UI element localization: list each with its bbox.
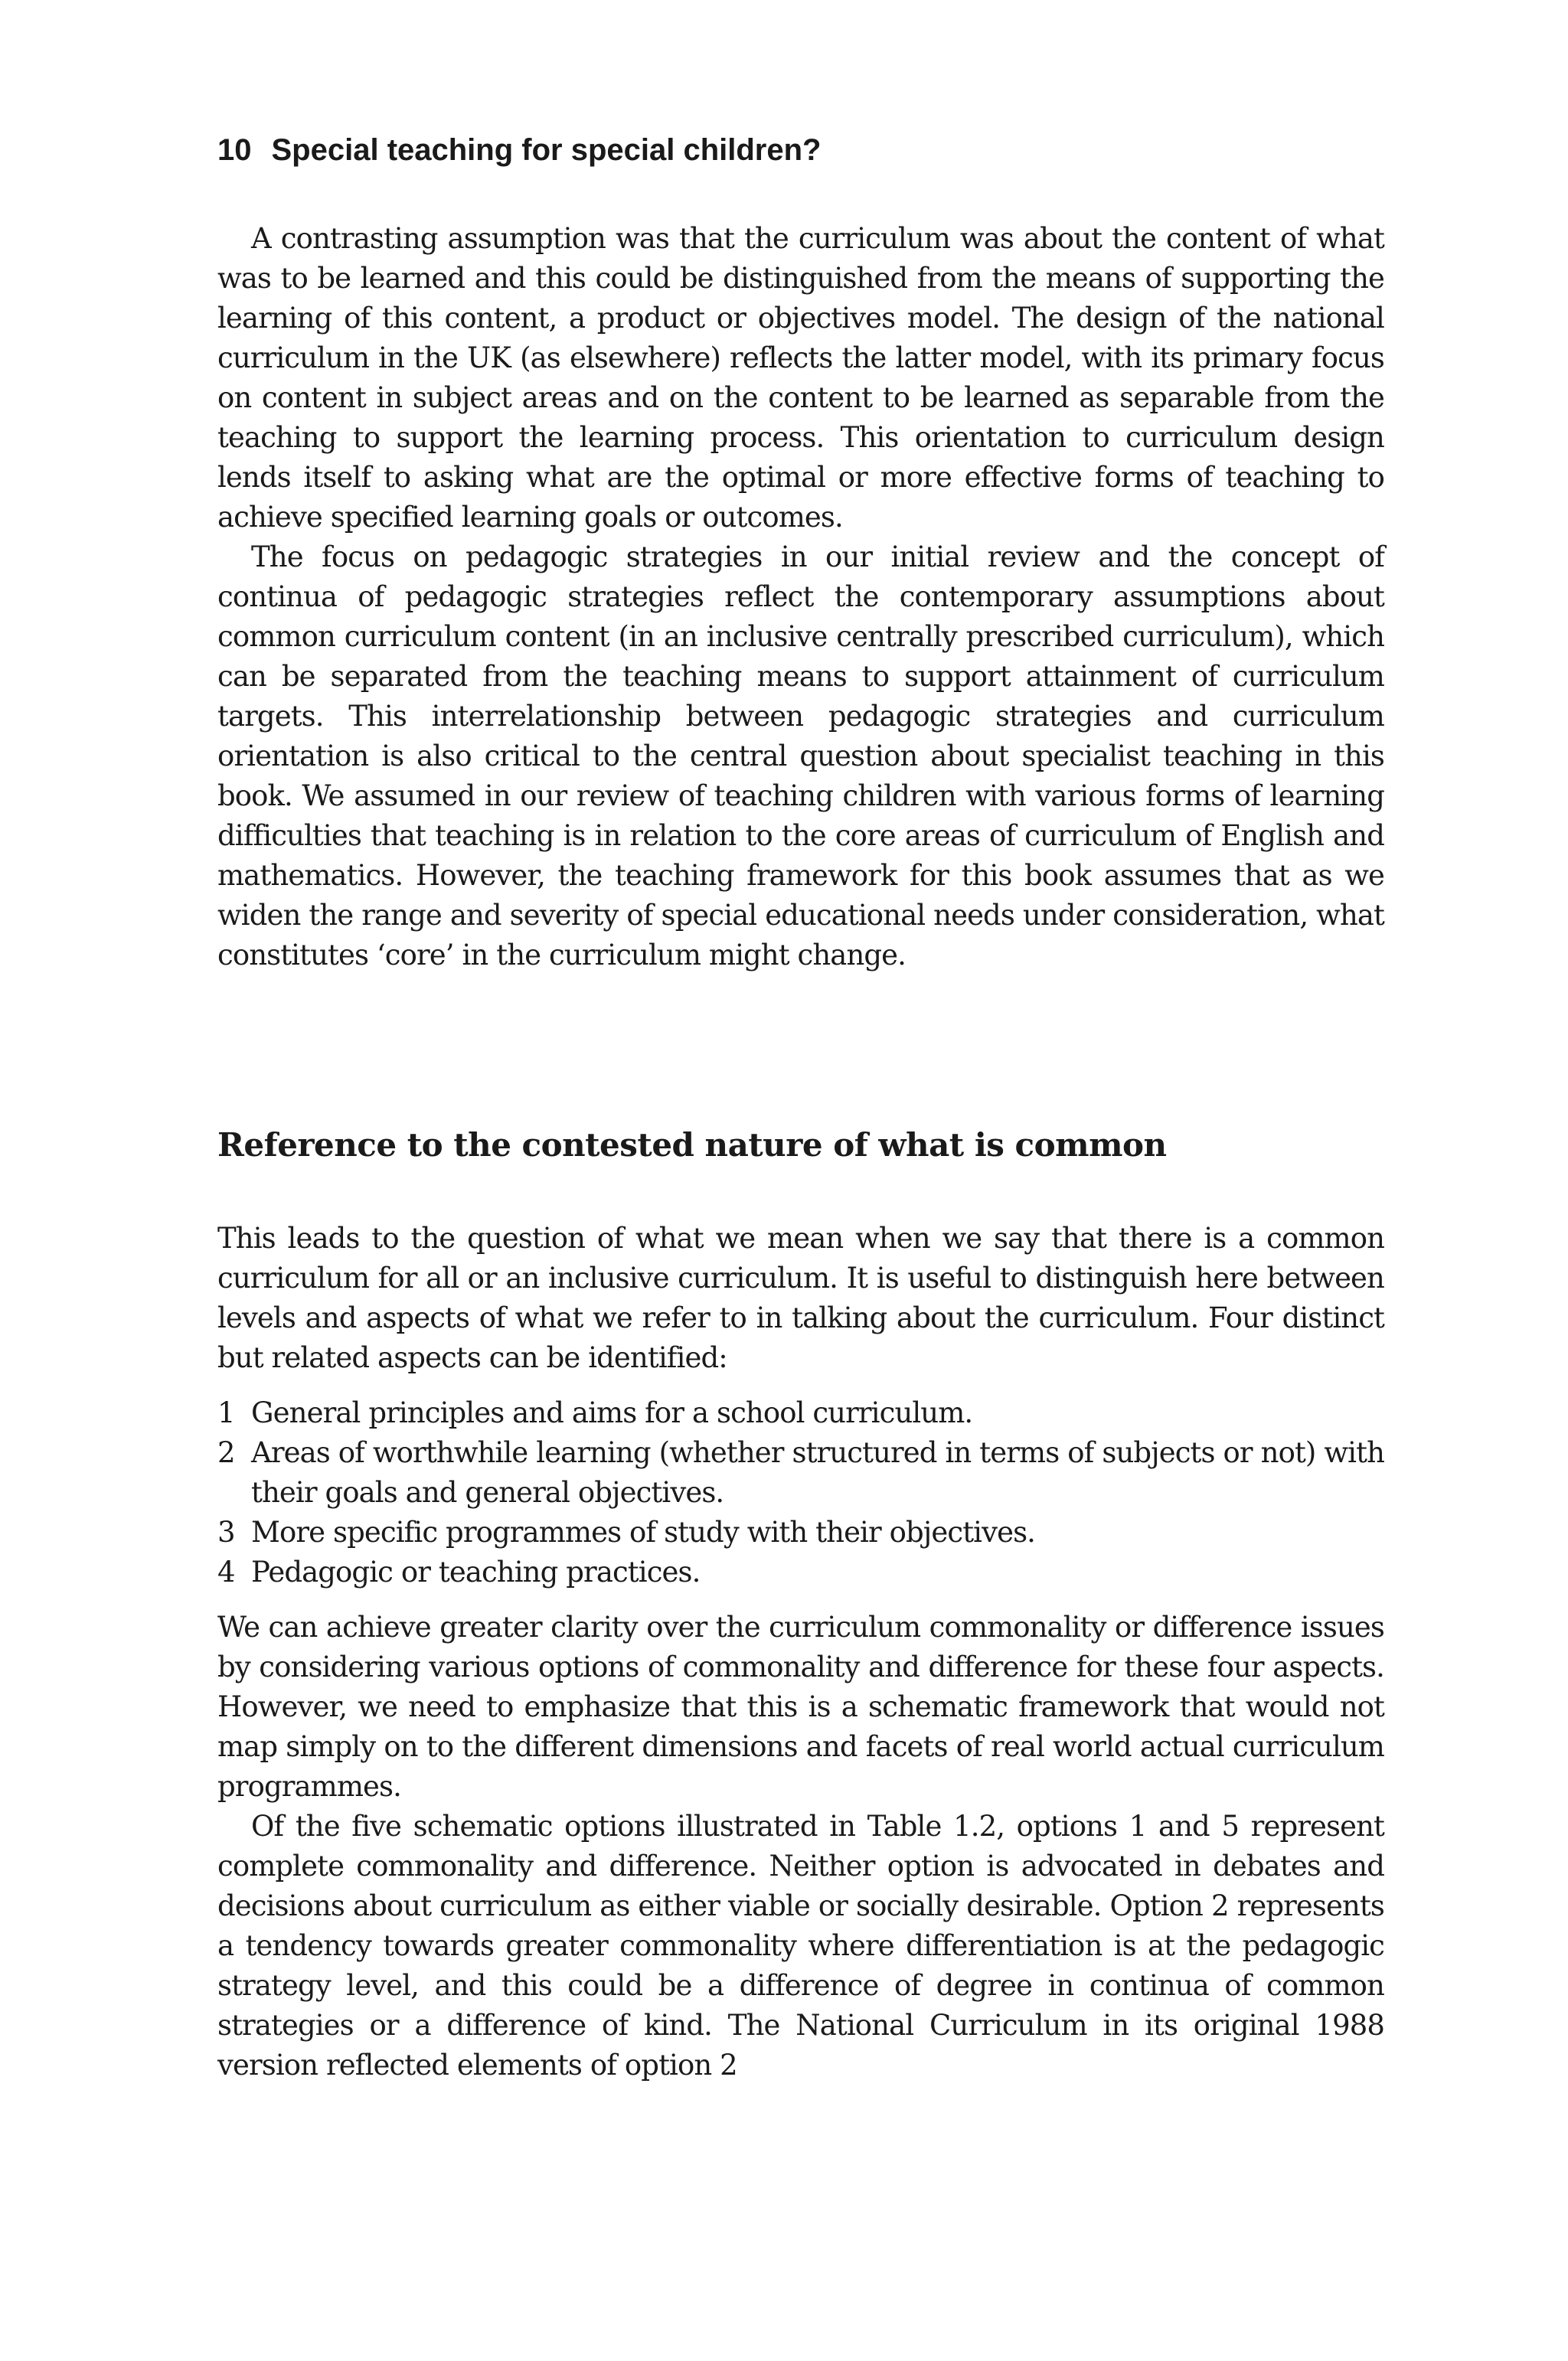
list-item: 3 More specific programmes of study with their objectives. — [217, 1516, 1036, 1549]
paragraph-commonality-options: We can achieve greater clarity over the curriculum commonality or difference issues by considering various options of commonality and difference for these four aspects. However, we need to emphasize that this is a schematic framework that would not map simply on to the different dimensions and facets of real world actual curriculum programmes. — [217, 1611, 1384, 1803]
section-two-body — [217, 1219, 1384, 2085]
list-item: 2 Areas of worthwhile learning (whether structured in terms of subjects or not) with their goals and general objectives. — [217, 1436, 1384, 1509]
running-head — [217, 129, 822, 171]
list-item: 1 General principles and aims for a school curriculum. — [217, 1396, 973, 1429]
list-item: 4 Pedagogic or teaching practices. — [217, 1556, 701, 1589]
section-heading: Reference to the contested nature of what is common — [217, 1126, 1167, 1164]
running-title: Special teaching for special children? — [271, 133, 822, 167]
aspects-list — [217, 1393, 1384, 1592]
paragraph-common-curriculum: This leads to the question of what we mean when we say that there is a common curriculum for all or an inclusive curriculum. It is useful to distinguish here between levels and aspects of what we refer to in talking about the curriculum. Four distinct but related aspects can be identified: — [217, 1222, 1384, 1374]
page-number: 10 — [217, 133, 252, 167]
paragraph-pedagogic-strategies: The focus on pedagogic strategies in our initial review and the concept of continua of pedagogic strategies reflect the contemporary assumptions about common curriculum content (in an inclusive centrally prescribed curriculum), which can be separated from the teaching means to support attainment of curriculum targets. This interrelationship between pedagogic strategies and curriculum orientation is also critical to the central question about specialist teaching in this book. We assumed in our review of teaching children with various forms of learning difficulties that teaching is in relation to the core areas of curriculum of English and mathematics. However, the teaching framework for this book assumes that as we widen the range and severity of special educational needs under consideration, what constitutes ‘core’ in the curriculum might change. — [217, 540, 1384, 972]
paragraph-schematic-options: Of the five schematic options illustrated in Table 1.2, options 1 and 5 represent complete commonality and difference. Neither option is advocated in debates and decisions about curriculum as either viable or socially desirable. Option 2 represents a tendency towards greater commonality where differentiation is at the pedagogic strategy level, and this could be a difference of degree in continua of common strategies or a difference of kind. The National Curriculum in its original 1988 version reflected elements of option 2 — [217, 1810, 1384, 2082]
section-one-body — [217, 219, 1384, 975]
paragraph-curriculum-content: A contrasting assumption was that the curriculum was about the content of what was to be learned and this could be distinguished from the means of supporting the learning of this content, a product or objectives model. The design of the national curriculum in the UK (as elsewhere) reflects the latter model, with its primary focus on content in subject areas and on the content to be learned as separable from the teaching to support the learning process. This orientation to curriculum design lends itself to asking what are the optimal or more effective forms of teaching to achieve specified learning goals or outcomes. — [217, 222, 1384, 534]
